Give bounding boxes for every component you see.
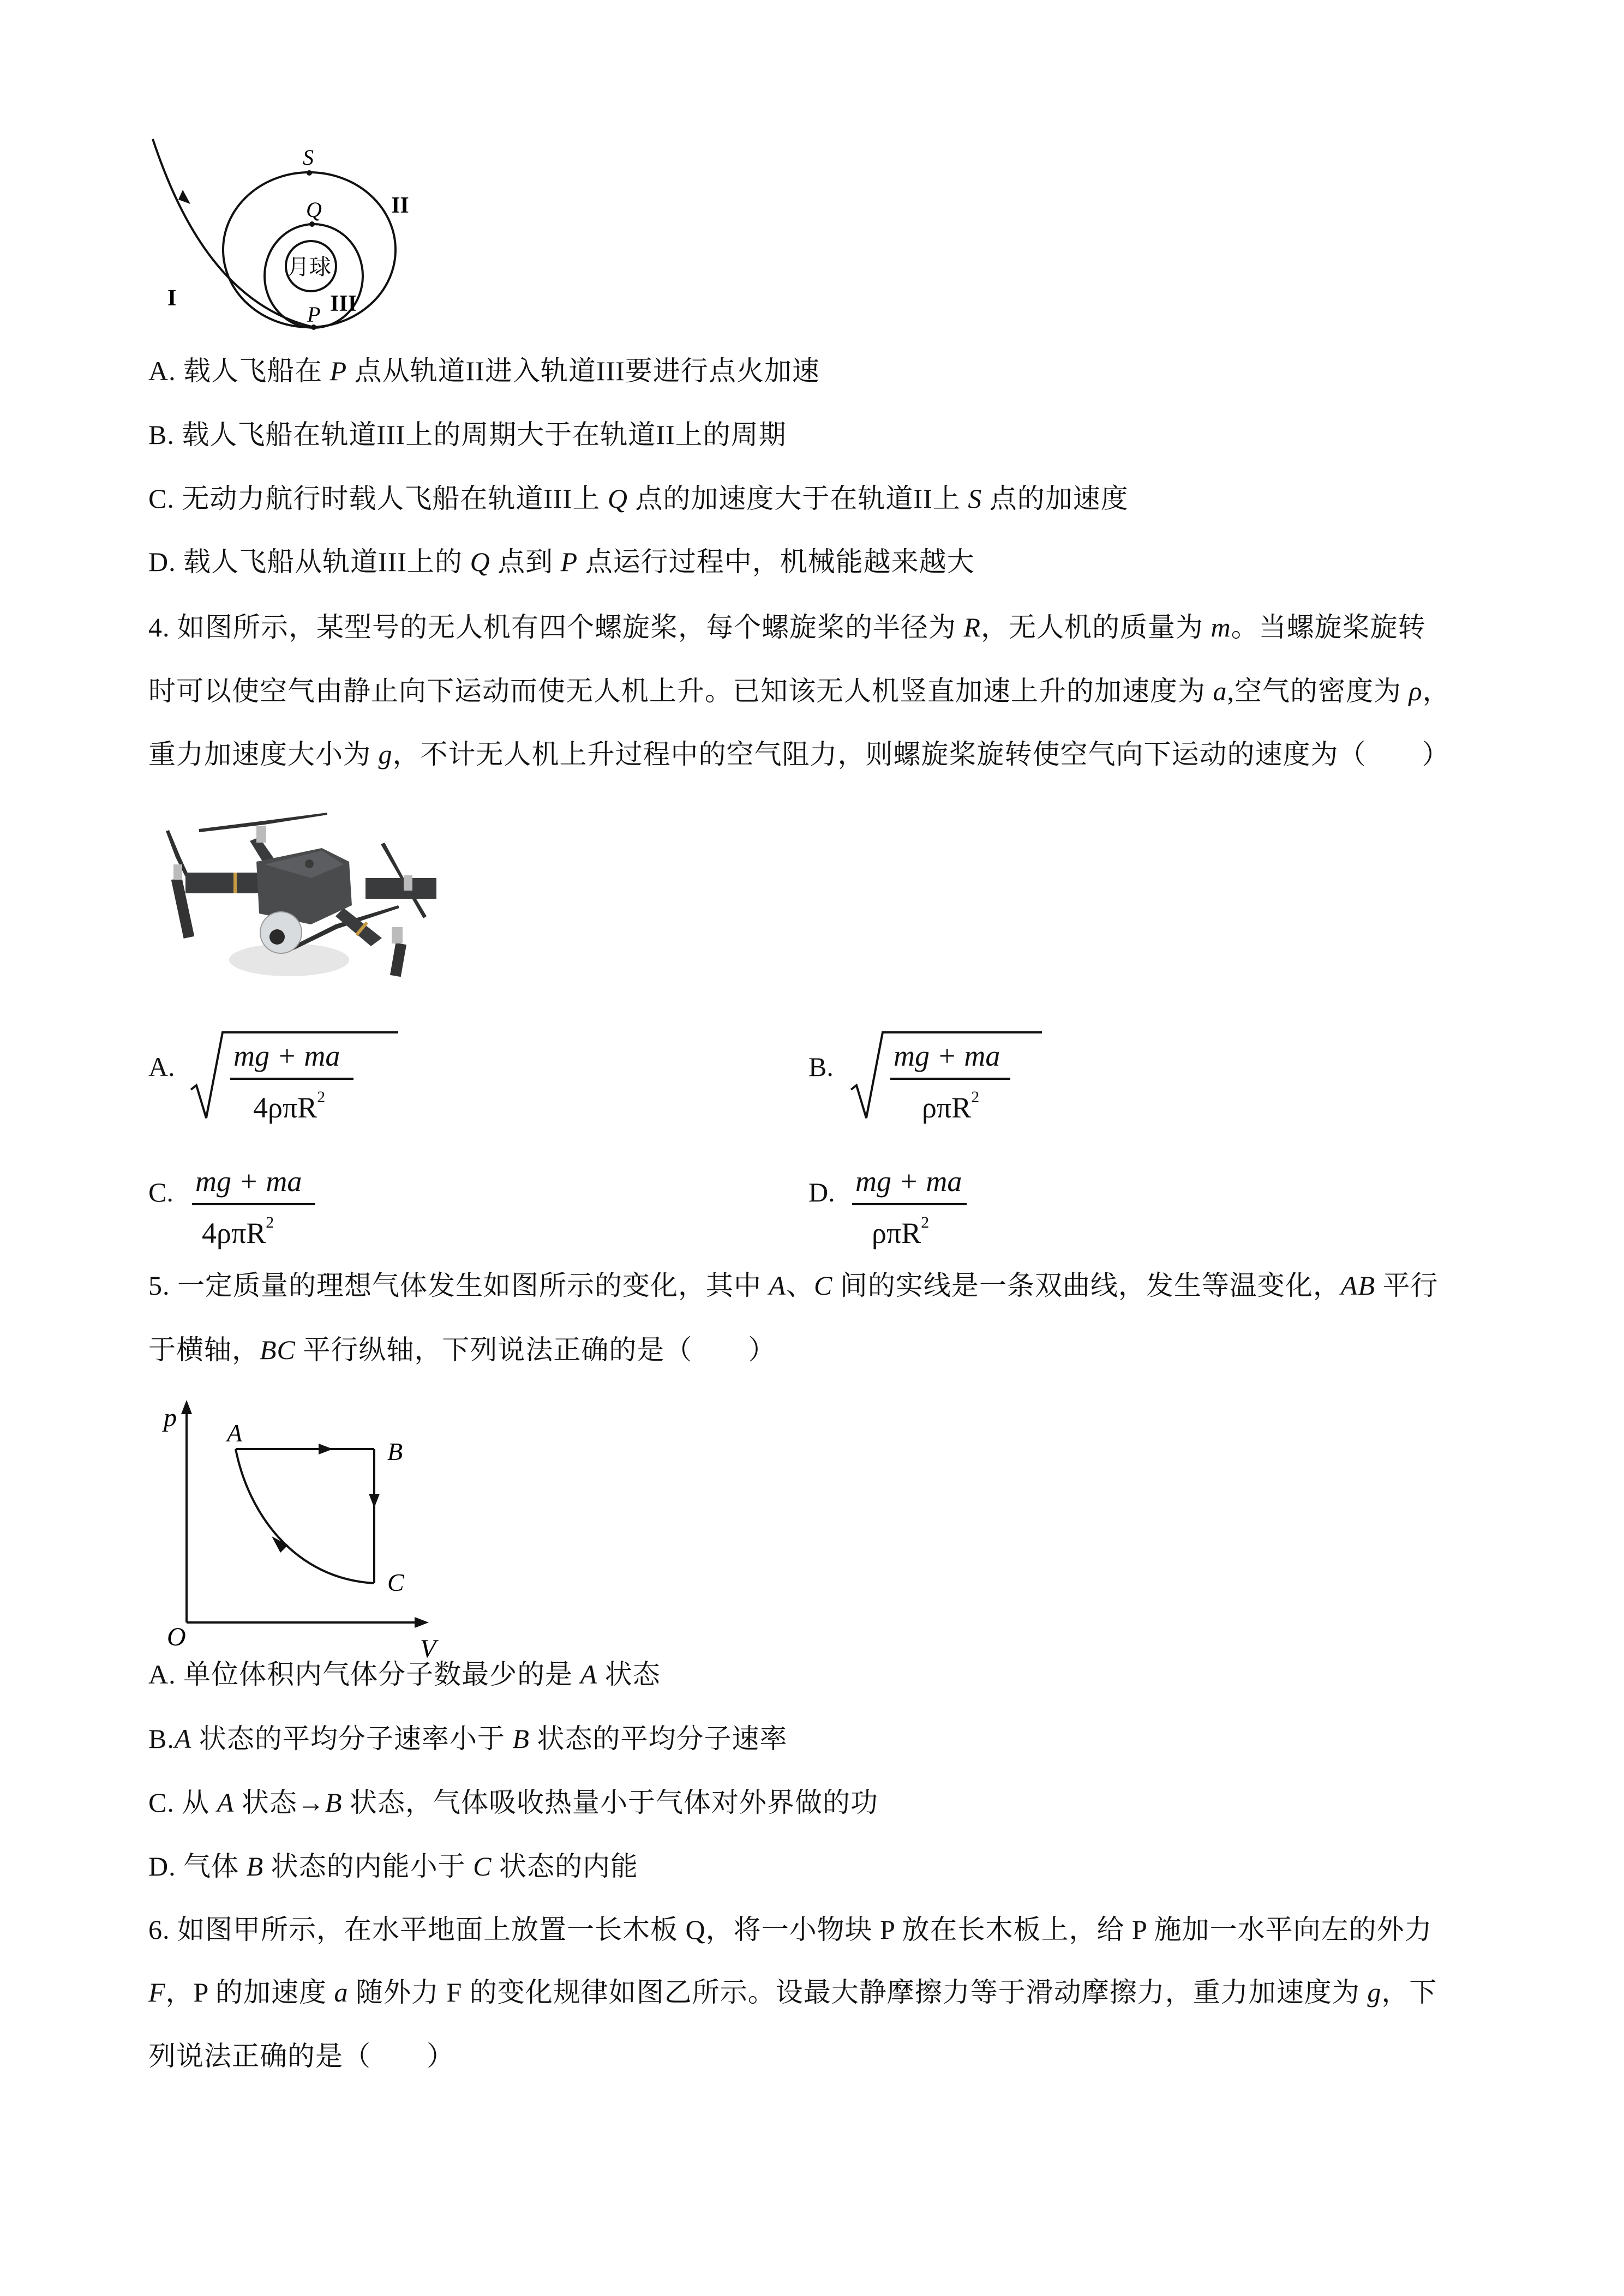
arm-band-left: [233, 873, 237, 893]
q5-option-d[interactable]: D. 气体 B 状态的内能小于 C 状态的内能: [148, 1851, 639, 1882]
motor-bottom: [392, 927, 403, 943]
option-letter: C.: [148, 1177, 173, 1207]
leg-right: [390, 943, 406, 977]
q6-stem-line-1: 6. 如图甲所示，在水平地面上放置一长木板 Q，将一小物块 P 放在长木板上，给 P 施加一水平向左的外力: [148, 1914, 1433, 1945]
motor-right: [404, 875, 412, 891]
point-Q: [309, 221, 315, 227]
arm-right: [365, 878, 436, 899]
q5-option-c[interactable]: C. 从 A 状态→B 状态，气体吸收热量小于气体对外界做的功: [148, 1787, 878, 1818]
orbit-diagram: [145, 125, 450, 333]
label-a: A: [227, 1419, 243, 1447]
q4-option-d[interactable]: D. mg + ma ρπR$^2$: [808, 1145, 1081, 1238]
drone-image: [147, 796, 518, 987]
arrow-ab: [319, 1444, 333, 1454]
motor-left: [173, 864, 182, 880]
label-v: V: [420, 1634, 436, 1663]
q5-stem-line-1: 5. 一定质量的理想气体发生如图所示的变化，其中 A、C 间的实线是一条双曲线，发生等温变化，AB 平行: [148, 1270, 1439, 1301]
label-moon: 月球: [287, 255, 331, 280]
label-orbit-III: III: [330, 291, 357, 316]
q4-option-b[interactable]: B. mg + ma ρπR$^2$: [808, 1020, 1081, 1113]
label-Q: Q: [306, 197, 322, 222]
orbit-I-arrow: [178, 190, 190, 204]
label-orbit-II: II: [391, 193, 409, 218]
q3-option-b[interactable]: B. 载人飞船在轨道III上的周期大于在轨道II上的周期: [148, 419, 787, 450]
q3-option-a[interactable]: A. 载人飞船在 P 点从轨道II进入轨道III要进行点火加速: [148, 356, 820, 386]
q5-option-b[interactable]: B.A 状态的平均分子速率小于 B 状态的平均分子速率: [148, 1723, 788, 1754]
q4-stem-line-3: 重力加速度大小为 g，不计无人机上升过程中的空气阻力，则螺旋桨旋转使空气向下运动的速度为（ ）: [148, 739, 1450, 770]
camera-lens: [269, 929, 285, 945]
arm-left: [185, 873, 267, 893]
label-p: p: [164, 1403, 177, 1432]
label-P: P: [307, 302, 321, 327]
q4-stem-line-2: 时可以使空气由静止向下运动而使无人机上升。已知该无人机竖直加速上升的加速度为 a,空气的密度为 ρ，: [148, 676, 1451, 706]
v-axis-arrowhead: [415, 1617, 429, 1628]
q6-stem-line-3: 列说法正确的是（ ）: [148, 2041, 454, 2071]
isotherm-ca: [236, 1449, 374, 1583]
p-axis-arrowhead: [181, 1400, 192, 1414]
motor-top: [256, 826, 266, 843]
q3-option-c[interactable]: C. 无动力航行时载人飞船在轨道III上 Q 点的加速度大于在轨道II上 S 点的加速度: [148, 483, 1129, 514]
label-orbit-I: I: [167, 286, 177, 311]
q5-stem-line-2: 于横轴，BC 平行纵轴，下列说法正确的是（ ）: [148, 1335, 776, 1365]
q5-option-a[interactable]: A. 单位体积内气体分子数最少的是 A 状态: [148, 1659, 661, 1690]
label-origin: O: [167, 1622, 186, 1651]
q4-option-a[interactable]: A. mg + ma 4ρπR$^2$: [148, 1020, 421, 1113]
option-letter: A.: [148, 1051, 175, 1082]
drone-top-button: [305, 860, 314, 868]
orbit-I-path: [153, 139, 314, 327]
label-c: C: [387, 1568, 404, 1596]
option-letter: D.: [808, 1177, 835, 1207]
label-b: B: [387, 1438, 403, 1465]
label-S: S: [303, 145, 314, 170]
arrow-bc: [369, 1494, 380, 1508]
q4-stem-line-1: 4. 如图所示，某型号的无人机有四个螺旋桨，每个螺旋桨的半径为 R，无人机的质量为 m。当螺旋桨旋转: [148, 612, 1426, 642]
q3-option-d[interactable]: D. 载人飞船从轨道III上的 Q 点到 P 点运行过程中，机械能越来越大: [148, 546, 975, 577]
option-letter: B.: [808, 1051, 834, 1082]
point-S: [307, 170, 312, 176]
pv-diagram: [147, 1393, 442, 1663]
q4-option-c[interactable]: C. mg + ma 4ρπR$^2$: [148, 1145, 421, 1238]
q6-stem-line-2: F，P 的加速度 a 随外力 F 的变化规律如图乙所示。设最大静摩擦力等于滑动摩擦力，重力加速度为 g，下: [148, 1977, 1437, 2008]
